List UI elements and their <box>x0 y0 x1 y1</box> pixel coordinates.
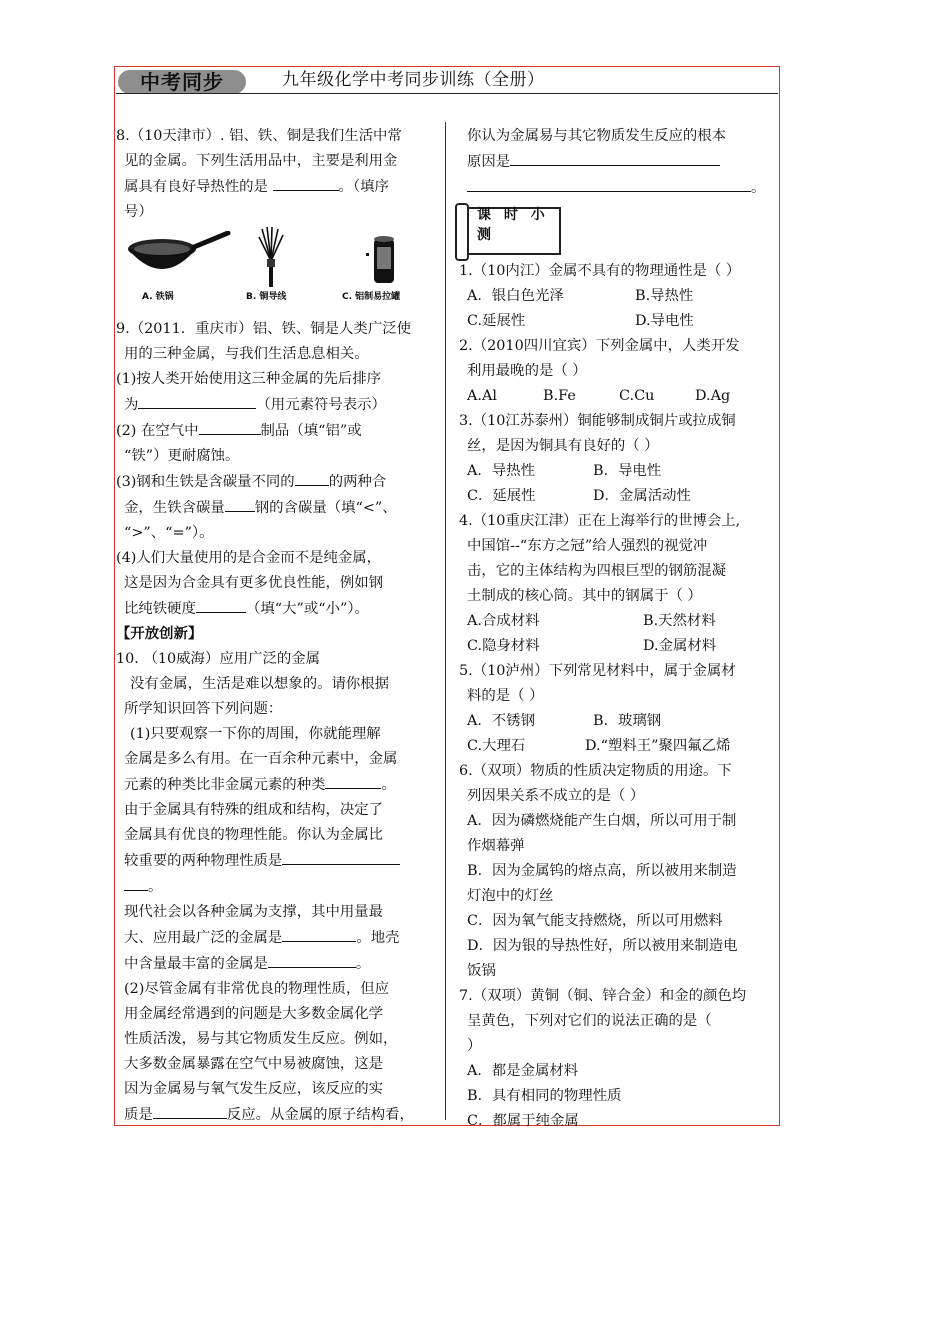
option-b[interactable]: B．具有相同的物理性质 <box>467 1088 622 1104</box>
options-row <box>459 634 781 659</box>
text-line: 7.（双项）黄铜（铜、锌合金）和金的颜色均 <box>459 988 747 1004</box>
caption-a: A. 铁锅 <box>142 292 174 302</box>
answer-blank[interactable] <box>273 174 339 191</box>
question-9 <box>116 317 441 622</box>
text-line: 现代社会以各种金属为支撑，其中用量最 <box>124 904 384 920</box>
option-b[interactable]: B．因为金属钨的熔点高，所以被用来制造 <box>467 863 737 879</box>
text-span: 制品（填“铝”或 <box>260 423 362 439</box>
text-line <box>116 596 441 622</box>
text-line: 金属是多么有用。在一百余种元素中，金属 <box>124 751 398 767</box>
text-span: 元素的种类比非金属元素的种类 <box>124 777 326 793</box>
answer-blank[interactable] <box>153 1102 227 1119</box>
option-d-cont: 饭锅 <box>467 963 496 979</box>
text-span: 反应。从金属的原子结构看， <box>226 1107 414 1123</box>
text-line: 没有金属，生活是难以想象的。请你根据 <box>130 676 390 692</box>
quiz-question-6 <box>459 759 781 984</box>
option-a[interactable]: A．导热性 <box>467 463 535 479</box>
option-b[interactable]: B．导电性 <box>593 463 662 479</box>
option-b[interactable]: B.导热性 <box>635 288 694 304</box>
page-title: 九年级化学中考同步训练（全册） <box>282 70 545 90</box>
text-span: 钢的含碳量（填“<”、 <box>254 500 397 516</box>
text-line: 你认为金属易与其它物质发生反应的根本 <box>467 128 727 144</box>
text-line: (1)只要观察一下你的周围，你就能理解 <box>130 726 381 742</box>
copper-wire-image <box>256 227 286 289</box>
text-line <box>116 469 441 495</box>
options-row <box>459 459 781 484</box>
option-c[interactable]: C．都属于纯金属 <box>467 1113 579 1129</box>
text-line <box>459 175 781 201</box>
wok-image <box>124 231 234 281</box>
options-row <box>459 384 781 409</box>
text-line: 用的三种金属，与我们生活息息相关。 <box>124 346 369 362</box>
answer-blank[interactable] <box>325 772 381 789</box>
text-line: 性质活泼，易与其它物质发生反应。例如， <box>124 1031 398 1047</box>
option-d[interactable]: D.“塑料王”聚四氟乙烯 <box>585 738 731 754</box>
options-row <box>459 609 781 634</box>
text-line: “铁”）更耐腐蚀。 <box>124 448 240 464</box>
caption-b: B. 铜导线 <box>246 292 287 302</box>
answer-blank[interactable] <box>199 418 261 435</box>
text-span: (3)钢和生铁是含碳量不同的 <box>116 474 295 490</box>
quiz-question-1 <box>459 259 781 334</box>
text-line <box>116 392 441 418</box>
options-row <box>459 484 781 509</box>
option-c[interactable]: C.隐身材料 <box>467 638 540 654</box>
text-line: 号） <box>124 204 153 220</box>
text-span: （填“大”或“小”）。 <box>245 601 369 617</box>
answer-blank[interactable] <box>282 848 400 865</box>
text-span: 中含量最丰富的金属是 <box>124 956 268 972</box>
answer-blank[interactable] <box>295 469 329 486</box>
text-line: 金属具有优良的物理性能。你认为金属比 <box>124 827 384 843</box>
quiz-question-7 <box>459 984 781 1134</box>
text-line: 击，它的主体结构为四根巨型的钢筋混凝 <box>467 563 727 579</box>
text-line <box>116 951 441 977</box>
option-a[interactable]: A．都是金属材料 <box>467 1063 579 1079</box>
text-span: 。 <box>381 777 396 793</box>
option-a[interactable]: A.合成材料 <box>467 613 540 629</box>
text-line: 见的金属。下列生活用品中，主要是利用金 <box>124 153 398 169</box>
can-image <box>366 231 402 287</box>
text-line: 因为金属易与氧气发生反应，该反应的实 <box>124 1081 384 1097</box>
text-line: 列因果关系不成立的是（ ） <box>467 788 645 804</box>
option-a[interactable]: A．不锈钢 <box>467 713 535 729</box>
option-d[interactable]: D.Ag <box>695 388 731 404</box>
question-8-images <box>116 227 441 311</box>
option-b[interactable]: B．玻璃钢 <box>593 713 662 729</box>
answer-blank[interactable] <box>138 392 256 409</box>
page-header <box>116 68 778 94</box>
text-line: 10. （10威海）应用广泛的金属 <box>116 651 321 667</box>
text-line: 料的是（ ） <box>467 688 544 704</box>
caption-c: C. 铝制易拉罐 <box>342 292 401 302</box>
answer-blank[interactable] <box>268 951 356 968</box>
text-line <box>116 495 441 521</box>
answer-blank[interactable] <box>124 874 148 891</box>
text-line <box>116 1102 441 1128</box>
text-span: 属具有良好导热性的是 <box>124 179 268 195</box>
text-line: (4)人们大量使用的是合金而不是纯金属， <box>116 550 382 566</box>
text-span: 。 <box>355 956 371 972</box>
text-line: 6.（双项）物质的性质决定物质的用途。下 <box>459 763 732 779</box>
text-span: 原因是 <box>467 154 511 170</box>
text-span: 的两种合 <box>328 474 387 490</box>
text-line: 2.（2010四川宜宾）下列金属中，人类开发 <box>459 338 740 354</box>
text-line: 由于金属具有特殊的组成和结构，决定了 <box>124 802 384 818</box>
section-heading-open: 【开放创新】 <box>116 626 203 642</box>
option-a[interactable]: A．因为磷燃烧能产生白烟，所以可用于制 <box>467 813 737 829</box>
text-line <box>116 174 441 200</box>
text-span: 比纯铁硬度 <box>124 601 196 617</box>
question-10 <box>116 647 441 1128</box>
answer-blank[interactable] <box>225 495 255 512</box>
option-d[interactable]: D.导电性 <box>635 313 694 329</box>
text-line: 5.（10泸州）下列常见材料中，属于金属材 <box>459 663 736 679</box>
text-line: ） <box>467 1038 482 1054</box>
quiz-question-4 <box>459 509 781 659</box>
options-row <box>459 734 781 759</box>
options-row <box>459 309 781 334</box>
text-line: 土制成的核心筒。其中的钢属于（ ） <box>467 588 702 604</box>
text-span: (2) 在空气中 <box>116 423 199 439</box>
left-column <box>116 124 441 1128</box>
text-line: 所学知识回答下列问题： <box>124 701 283 717</box>
text-line: (2)尽管金属有非常优良的物理性质，但应 <box>124 981 390 997</box>
text-span: 质是 <box>124 1107 153 1123</box>
text-line: 1.（10内江）金属不具有的物理通性是（ ） <box>459 263 741 279</box>
text-line: “>”、“=”）。 <box>124 525 214 541</box>
quiz-question-5 <box>459 659 781 759</box>
header-rule <box>116 93 778 94</box>
option-d[interactable]: D．因为银的导热性好，所以被用来制造电 <box>467 938 738 954</box>
option-b[interactable]: B.Fe <box>543 388 576 404</box>
header-badge: 中考同步 <box>118 70 246 94</box>
question-8 <box>116 124 441 311</box>
text-line: 中国馆--“东方之冠”给人强烈的视觉冲 <box>467 538 708 554</box>
column-divider <box>445 122 446 1120</box>
text-span: 金，生铁含碳量 <box>124 500 225 516</box>
quiz-question-2 <box>459 334 781 409</box>
text-span: 。 <box>751 180 766 196</box>
text-span: 较重要的两种物理性质是 <box>124 853 283 869</box>
text-line: (1)按人类开始使用这三种金属的先后排序 <box>116 371 382 387</box>
text-line <box>116 874 441 900</box>
text-line <box>116 925 441 951</box>
option-b-cont: 灯泡中的灯丝 <box>467 888 554 904</box>
text-span: 。 <box>148 879 163 895</box>
text-line <box>116 848 441 874</box>
text-span: （用元素符号表示） <box>256 397 386 413</box>
section-scroll-banner <box>459 203 781 257</box>
option-a[interactable]: A．银白色光泽 <box>467 288 564 304</box>
text-line <box>116 772 441 798</box>
option-c[interactable]: C.延展性 <box>467 313 526 329</box>
text-line: 大多数金属暴露在空气中易被腐蚀，这是 <box>124 1056 384 1072</box>
text-line: 这是因为合金具有更多优良性能，例如钢 <box>124 575 384 591</box>
text-line: 4.（10重庆江津）正在上海举行的世博会上, <box>459 513 741 529</box>
text-span: 。地壳 <box>356 930 400 946</box>
options-row <box>459 709 781 734</box>
answer-blank[interactable] <box>196 596 246 613</box>
option-c[interactable]: C．因为氧气能支持燃烧，所以可用燃料 <box>467 913 723 929</box>
option-d[interactable]: D.金属材料 <box>643 638 717 654</box>
option-a[interactable]: A.Al <box>467 388 497 404</box>
text-line: 利用最晚的是（ ） <box>467 363 587 379</box>
text-span: 。（填序 <box>338 179 389 195</box>
options-row <box>459 284 781 309</box>
option-c[interactable]: C．延展性 <box>467 488 536 504</box>
text-line: 呈黄色，下列对它们的说法正确的是（ <box>467 1013 712 1029</box>
option-d[interactable]: D．金属活动性 <box>593 488 691 504</box>
text-line: 用金属经常遇到的问题是大多数金属化学 <box>124 1006 384 1022</box>
section-heading-quiz: 课 时 小 测 <box>477 207 549 243</box>
answer-blank[interactable] <box>467 175 751 192</box>
option-c[interactable]: C.大理石 <box>467 738 526 754</box>
text-line: 丝，是因为铜具有良好的（ ） <box>467 438 659 454</box>
text-line <box>459 149 781 175</box>
text-line <box>116 418 441 444</box>
text-line: 9.（2011．重庆市）铝、铁、铜是人类广泛使 <box>116 321 411 337</box>
text-span: 为 <box>124 397 139 413</box>
text-line: 3.（10江苏泰州）铜能够制成铜片或拉成铜 <box>459 413 736 429</box>
text-line: 8.（10天津市）. 铝、铁、铜是我们生活中常 <box>116 128 402 144</box>
quiz-question-3 <box>459 409 781 509</box>
right-column <box>459 124 781 1134</box>
option-a-cont: 作烟幕弹 <box>467 838 525 854</box>
option-c[interactable]: C.Cu <box>619 388 655 404</box>
text-span: 大、应用最广泛的金属是 <box>124 930 283 946</box>
answer-blank[interactable] <box>282 925 356 942</box>
answer-blank[interactable] <box>510 149 720 166</box>
option-b[interactable]: B.天然材料 <box>643 613 716 629</box>
